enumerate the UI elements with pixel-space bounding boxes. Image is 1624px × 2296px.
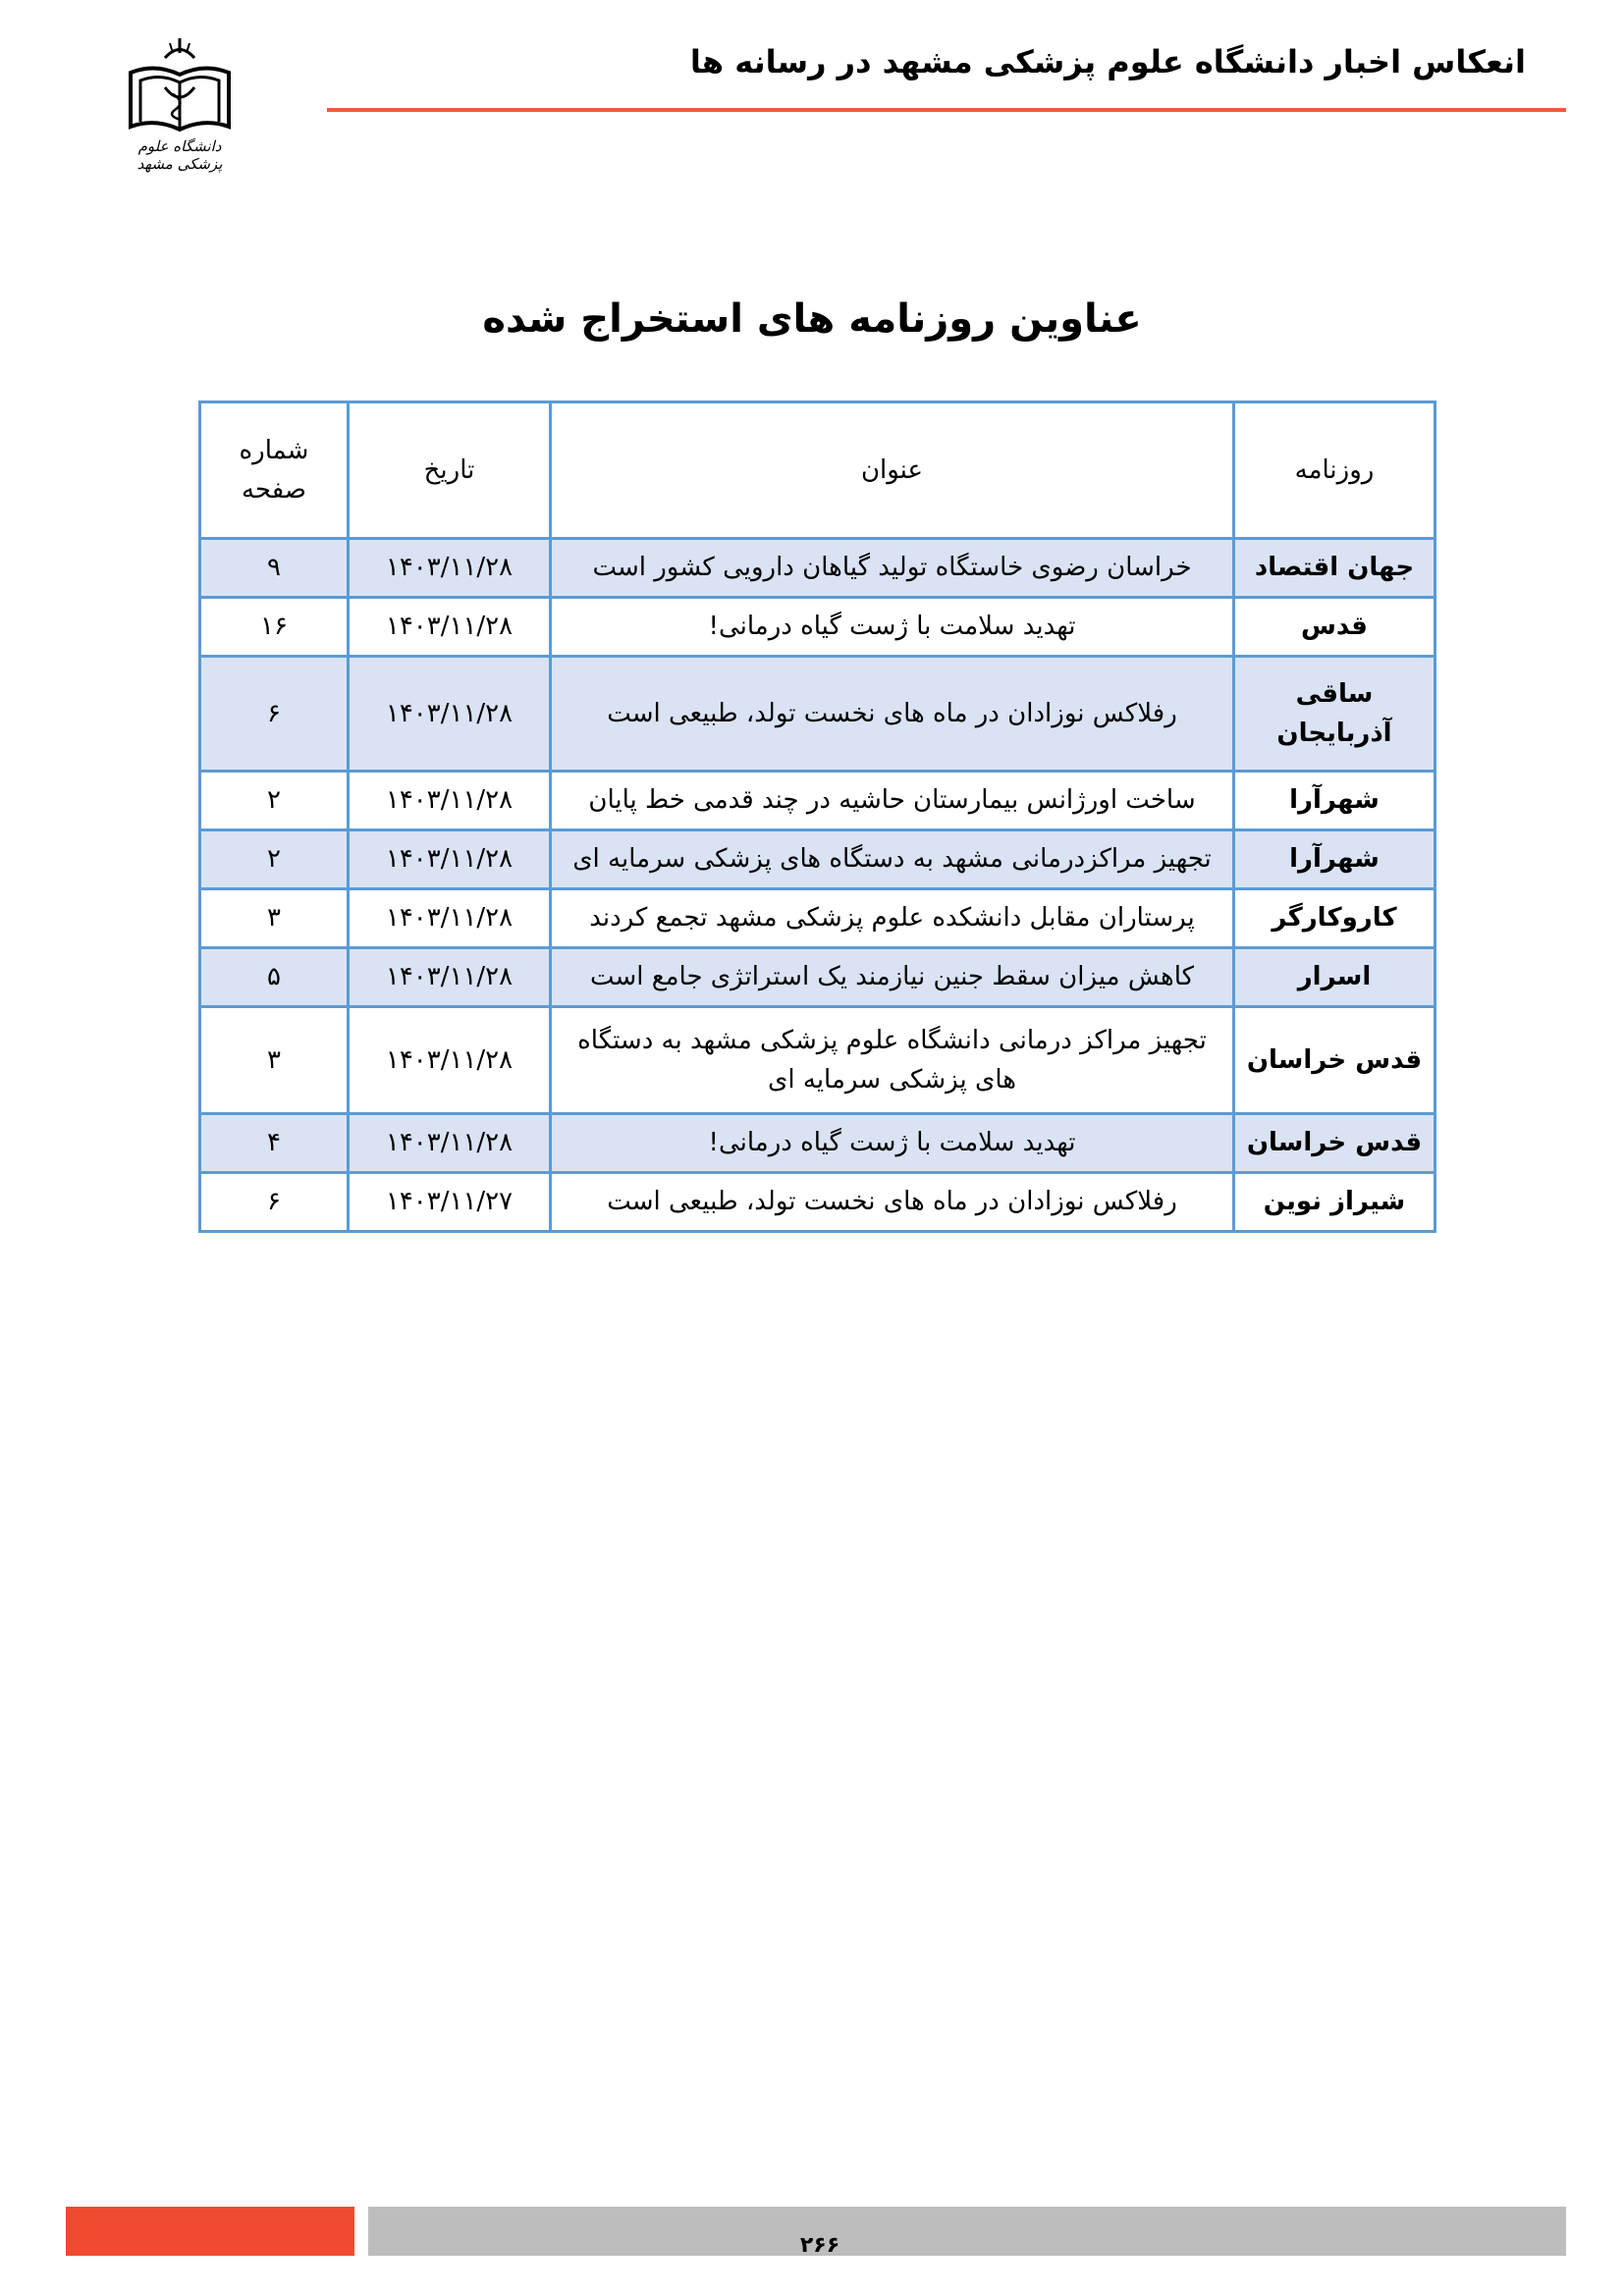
header-divider	[327, 108, 1566, 112]
table-row	[200, 657, 1435, 772]
cell-newspaper: اسرار	[1234, 948, 1435, 1007]
document-title: عناوین روزنامه های استخراج شده	[482, 296, 1142, 342]
cell-date: ۱۴۰۳/۱۱/۲۸	[349, 657, 551, 772]
cell-date: ۱۴۰۳/۱۱/۲۸	[349, 598, 551, 657]
cell-date: ۱۴۰۳/۱۱/۲۷	[349, 1173, 551, 1232]
cell-newspaper: ساقی آذربایجان	[1234, 657, 1435, 772]
cell-date: ۱۴۰۳/۱۱/۲۸	[349, 1114, 551, 1173]
column-header-date: تاریخ	[349, 402, 551, 539]
cell-headline: کاهش میزان سقط جنین نیازمند یک استراتژی جامع است	[551, 948, 1234, 1007]
table-row	[200, 539, 1435, 598]
column-header-page-line1: شماره	[239, 435, 309, 465]
cell-headline: تهدید سلامت با ژست گیاه درمانی!	[551, 1114, 1234, 1173]
cell-newspaper: کاروکارگر	[1234, 889, 1435, 948]
logo-caption: دانشگاه علوم پزشکی مشهد	[136, 137, 223, 173]
column-header-headline: عنوان	[551, 402, 1234, 539]
header-title: انعکاس اخبار دانشگاه علوم پزشکی مشهد در رسانه ها	[689, 43, 1526, 80]
cell-headline: پرستاران مقابل دانشکده علوم پزشکی مشهد تجمع کردند	[551, 889, 1234, 948]
cell-headline: تهدید سلامت با ژست گیاه درمانی!	[551, 598, 1234, 657]
cell-newspaper: شهرآرا	[1234, 830, 1435, 889]
cell-date: ۱۴۰۳/۱۱/۲۸	[349, 889, 551, 948]
cell-page: ۶	[200, 657, 349, 772]
cell-headline: رفلاکس نوزادان در ماه های نخست تولد، طبیعی است	[551, 1173, 1234, 1232]
column-header-page-line2: صفحه	[242, 475, 306, 505]
cell-date: ۱۴۰۳/۱۱/۲۸	[349, 772, 551, 830]
cell-newspaper: قدس خراسان	[1234, 1114, 1435, 1173]
cell-headline: تجهیز مراکزدرمانی مشهد به دستگاه های پزشکی سرمایه ای	[551, 830, 1234, 889]
table-row	[200, 1114, 1435, 1173]
cell-newspaper: قدس	[1234, 598, 1435, 657]
cell-page: ۴	[200, 1114, 349, 1173]
cell-date: ۱۴۰۳/۱۱/۲۸	[349, 1007, 551, 1114]
table-header-row	[200, 402, 1435, 539]
cell-page: ۲	[200, 830, 349, 889]
cell-headline: ساخت اورژانس بیمارستان حاشیه در چند قدمی خط پایان	[551, 772, 1234, 830]
table-row	[200, 1173, 1435, 1232]
table-row	[200, 598, 1435, 657]
cell-page: ۳	[200, 889, 349, 948]
cell-headline: خراسان رضوی خاستگاه تولید گیاهان دارویی کشور است	[551, 539, 1234, 598]
cell-headline: رفلاکس نوزادان در ماه های نخست تولد، طبیعی است	[551, 657, 1234, 772]
cell-newspaper: قدس خراسان	[1234, 1007, 1435, 1114]
footer-accent-bar	[66, 2207, 354, 2256]
table-row	[200, 830, 1435, 889]
cell-newspaper: شهرآرا	[1234, 772, 1435, 830]
cell-headline: تجهیز مراکز درمانی دانشگاه علوم پزشکی مشهد به دستگاه های پزشکی سرمایه ای	[551, 1007, 1234, 1114]
column-header-page	[200, 402, 349, 539]
cell-date: ۱۴۰۳/۱۱/۲۸	[349, 539, 551, 598]
cell-date: ۱۴۰۳/۱۱/۲۸	[349, 948, 551, 1007]
cell-newspaper: جهان اقتصاد	[1234, 539, 1435, 598]
newspaper-headlines-table	[198, 400, 1436, 1233]
cell-page: ۵	[200, 948, 349, 1007]
cell-date: ۱۴۰۳/۱۱/۲۸	[349, 830, 551, 889]
footer-bar	[368, 2207, 1566, 2256]
cell-page: ۹	[200, 539, 349, 598]
table-row	[200, 1007, 1435, 1114]
cell-page: ۱۶	[200, 598, 349, 657]
cell-newspaper: شیراز نوین	[1234, 1173, 1435, 1232]
table-row	[200, 889, 1435, 948]
cell-page: ۶	[200, 1173, 349, 1232]
cell-page: ۳	[200, 1007, 349, 1114]
table-row	[200, 948, 1435, 1007]
column-header-newspaper: روزنامه	[1234, 402, 1435, 539]
cell-page: ۲	[200, 772, 349, 830]
table-row	[200, 772, 1435, 830]
page-number: ۲۶۶	[799, 2233, 840, 2258]
